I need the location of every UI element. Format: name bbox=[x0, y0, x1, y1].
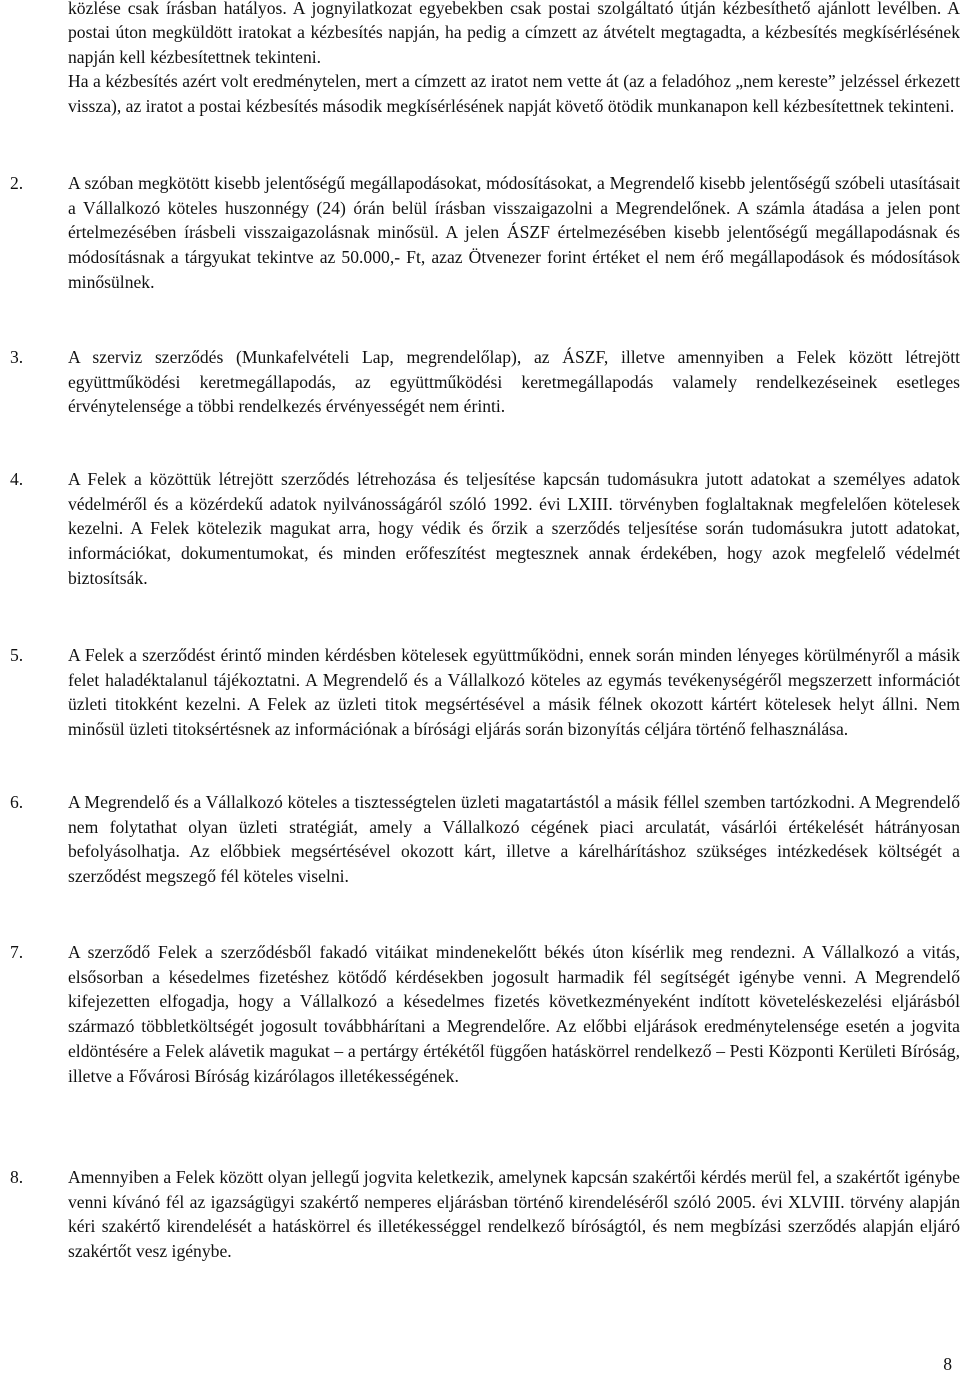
item-number: 2. bbox=[10, 173, 24, 193]
intro-continuation bbox=[68, 0, 960, 118]
item-text: A Megrendelő és a Vállalkozó köteles a tisztességtelen üzleti magatartástól a másik féllel szemben tartózkodni. A Megrendelő nem folytathat olyan üzleti stratégiát, amely a Vállalkozó cégének piaci arculatát, vásárlói értékelését hátrányosan befolyásolhatja. Az előbbiek megsértésével okozott kárt, illetve a kárelhárításhoz szükséges intézkedések költségét a szerződést megszegő fél köteles viselni. bbox=[68, 792, 960, 887]
item-text: A szerviz szerződés (Munkafelvételi Lap, megrendelőlap), az ÁSZF, illetve amennyiben a Felek között létrejött együttműködési keretmegállapodás, az együttműködési keretmegállapodás valamely rendelkezéseinek esetleges érvénytelensége a többi rendelkezés érvényességét nem érinti. bbox=[68, 347, 960, 417]
item-number: 7. bbox=[10, 942, 24, 962]
item-number: 5. bbox=[10, 645, 24, 665]
item-text: Amennyiben a Felek között olyan jellegű jogvita keletkezik, amelynek kapcsán szakértői kérdés merül fel, a szakértőt igénybe venni kívánó fél az igazságügyi szakértő nemperes eljárásban történő kirendeléséről szóló 2005. évi XLVIII. törvény alapján kéri szakértő kirendelését a hatáskörrel és illetékességgel rendelkező bíróságtól, és nem megbízási szerződés alapján eljáró szakértőt vesz igénybe. bbox=[68, 1167, 960, 1262]
intro-paragraph-2: Ha a kézbesítés azért volt eredménytelen, mert a címzett az iratot nem vette át (az a feladóhoz „nem kereste” jelzéssel érkezett vissza), az iratot a postai kézbesítés második megkísérlésének napját követő ötödik munkanapon kell kézbesítettnek tekinteni. bbox=[68, 71, 960, 116]
item-number: 4. bbox=[10, 469, 24, 489]
item-number: 3. bbox=[10, 347, 24, 367]
intro-paragraph-1: közlése csak írásban hatályos. A jognyilatkozat egyebekben csak postai szolgáltató útján kézbesíthető ajánlott levélben. A postai úton megküldött iratokat a kézbesítés napján, ha pedig a címzett az átvételt megtagadta, a kézbesítés megkísérlésének napján kell kézbesítettnek tekinteni. bbox=[68, 0, 960, 67]
item-number: 8. bbox=[10, 1167, 24, 1187]
item-text: A szerződő Felek a szerződésből fakadó vitáikat mindenekelőtt békés úton kísérlik meg rendezni. A Vállalkozó a vitás, elsősorban a késedelmes fizetéshez kötődő kérdésekben jogosult harmadik fél segítségét igénybe venni. A Megrendelő kifejezetten elfogadja, hogy a Vállalkozó a késedelmes fizetés következményeként indított követeléskezelési eljárásból származó többletköltségét jogosult továbbhárítani a Megrendelőre. Az előbbi eljárások eredménytelensége esetén a jogvita eldöntésére a Felek alávetik magukat – a pertárgy értékétől függően hatáskörrel rendelkező – Pesti Központi Kerületi Bíróság, illetve a Fővárosi Bíróság kizárólagos illetékességének. bbox=[68, 942, 960, 1086]
item-number: 6. bbox=[10, 792, 24, 812]
item-text: A szóban megkötött kisebb jelentőségű megállapodásokat, módosításokat, a Megrendelő kisebb jelentőségű szóbeli utasításait a Vállalkozó köteles huszonnégy (24) órán belül írásban visszaigazolni a Megrendelőnek. A számla átadása a jelen pont értelmezésében írásbeli visszaigazolásnak minősül. A jelen ÁSZF értelmezésében kisebb jelentőségű megállapodásnak és módosításnak a tárgyukat tekintve az 50.000,- Ft, azaz Ötvenezer forint értéket el nem érő megállapodások és módosítások minősülnek. bbox=[68, 173, 960, 292]
page-number: 8 bbox=[943, 1354, 952, 1374]
item-text: A Felek a szerződést érintő minden kérdésben kötelesek együttműködni, ennek során minden lényeges körülményről a másik felet haladéktalanul tájékoztatni. A Megrendelő és a Vállalkozó köteles az egymás tevékenységéről megszerzett információt üzleti titokként kezelni. A Felek az üzleti titok megsértésével a másik félnek okozott kártért kötelesek helyt állni. Nem minősül üzleti titoksértésnek az információnak a bírósági eljárás során bizonyítás céljára történő felhasználása. bbox=[68, 645, 960, 740]
item-text: A Felek a közöttük létrejött szerződés létrehozása és teljesítése kapcsán tudomásukra jutott adatokat a személyes adatok védelméről és a közérdekű adatok nyilvánosságáról szóló 1992. évi LXIII. törvényben foglaltaknak megfelelően kötelesek kezelni. A Felek kötelezik magukat arra, hogy védik és őrzik a szerződés teljesítése során tudomásukra jutott adatokat, információkat, dokumentumokat, és minden erőfeszítést megtesznek annak érdekében, hogy azok megfelelő védelmét biztosítsák. bbox=[68, 469, 960, 588]
